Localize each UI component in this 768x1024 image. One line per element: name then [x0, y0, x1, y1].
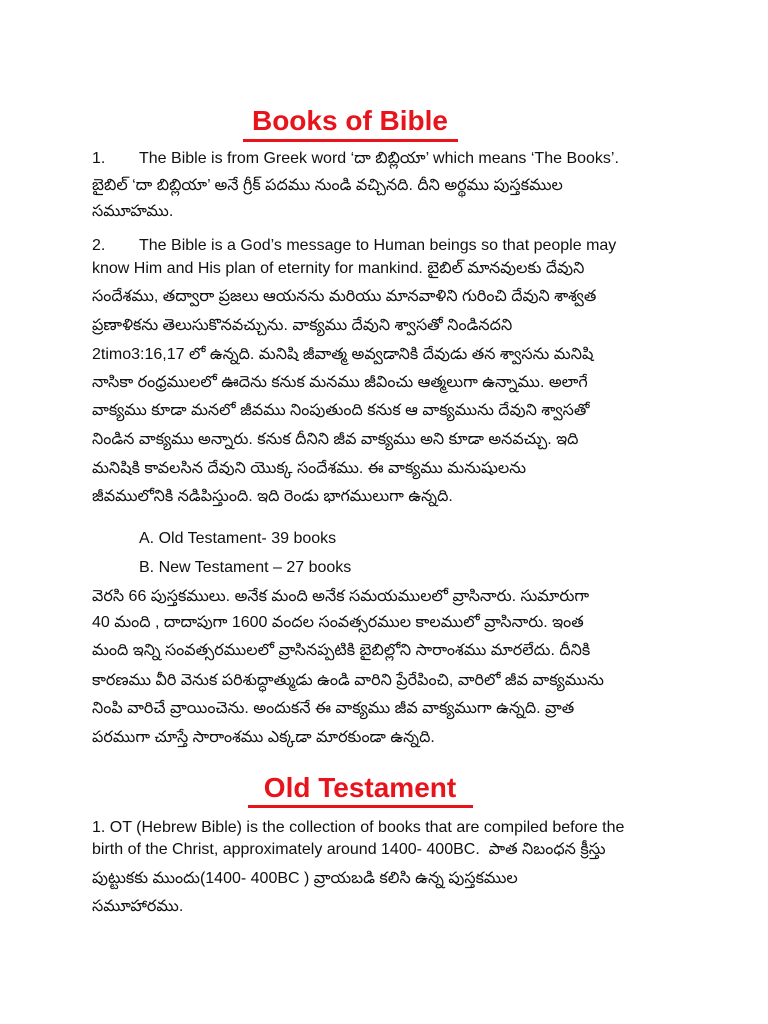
section-heading-old-testament: Old Testament [263, 772, 457, 803]
paragraph-line: నిండిన వాక్యము అన్నారు. కనుక దీనిని జీవ వాక్యము అని కూడా అనవచ్చు. ఇది [92, 431, 579, 448]
list-item-old-testament: A. Old Testament- 39 books [139, 530, 337, 547]
paragraph-line: birth of the Christ, approximately around 1400- 400BC. పాత నిబంధన క్రీస్తు [92, 841, 606, 858]
paragraph-line: సమూహారము. [92, 898, 184, 915]
paragraph-line: మంది ఇన్ని సంవత్సరములలో వ్రాసినప్పటికి బైబిల్లోని సారాంశము మారలేదు. దీనికి [92, 642, 591, 659]
paragraph-line: బైబిల్ ‘దా బిబ్లియా’ అనే గ్రీక్ పదము నుండి వచ్చినది. దీని అర్థము పుస్తకముల [92, 177, 563, 194]
paragraph-line: సమూహము. [92, 203, 174, 220]
paragraph-line: మనిషికి కావలసిన దేవుని యొక్క సందేశము. ఈ వాక్యము మనుషులను [92, 460, 527, 477]
paragraph-line: నాసికా రంధ్రములలో ఊదెను కనుక మనము జీవించు ఆత్మలుగా ఉన్నాము. అలాగే [92, 374, 588, 391]
paragraph-line: 1. OT (Hebrew Bible) is the collection of books that are compiled before the [92, 819, 625, 836]
section-heading-underline [248, 805, 473, 808]
title-underline [243, 139, 458, 142]
item-number: 1. [92, 150, 106, 167]
paragraph-line: కారణము వీరి వెనుక పరిశుద్ధాత్ముడు ఉండి వారిని ప్రేరేపించి, వారిలో జీవ వాక్యమును [92, 672, 604, 689]
paragraph-line: The Bible is a God’s message to Human beings so that people may [139, 237, 617, 254]
paragraph-line: 40 మంది , దాదాపుగా 1600 వందల సంవత్సరముల కాలములో వ్రాసినారు. ఇంత [92, 614, 584, 631]
paragraph-line: పరముగా చూస్తే సారాంశము ఎక్కడా మారకుండా ఉన్నది. [92, 729, 435, 746]
paragraph-line: వాక్యము కూడా మనలో జీవము నింపుతుంది కనుక ఆ వాక్యమును దేవుని శ్వాసతో [92, 402, 590, 419]
paragraph-line: నింపి వారిచే వ్రాయించెను. అందుకనే ఈ వాక్యము జీవ వాక్యముగా ఉన్నది. వ్రాత [92, 700, 575, 717]
paragraph-line: జీవములోనికి నడిపిస్తుంది. ఇది రెండు భాగములుగా ఉన్నది. [92, 488, 453, 505]
paragraph-line: know Him and His plan of eternity for mankind. బైబిల్ మానవులకు దేవుని [92, 260, 585, 277]
paragraph-line: పుట్టుకకు ముందు(1400- 400BC ) వ్రాయబడి కలిసి ఉన్న పుస్తకముల [92, 870, 518, 887]
paragraph-line: The Bible is from Greek word ‘దా బిబ్లియా’ which means ‘The Books’. [139, 150, 619, 167]
item-number: 2. [92, 237, 106, 254]
paragraph-line: సందేశము, తద్వారా ప్రజలు ఆయనను మరియు మానవాళిని గురించి దేవుని శాశ్వత [92, 288, 597, 305]
page-title: Books of Bible [251, 105, 448, 136]
list-item-new-testament: B. New Testament – 27 books [139, 559, 352, 576]
paragraph-line: ప్రణాళికను తెలుసుకొనవచ్చును. వాక్యము దేవుని శ్వాసతో నిండినదని [92, 317, 513, 334]
paragraph-line: 2timo3:16,17 లో ఉన్నది. మనిషి జీవాత్మ అవ్వడానికి దేవుడు తన శ్వాసను మనిషి [92, 346, 594, 363]
paragraph-line: వెరసి 66 పుస్తకములు. అనేక మంది అనేక సమయములలో వ్రాసినారు. సుమారుగా [92, 588, 590, 605]
